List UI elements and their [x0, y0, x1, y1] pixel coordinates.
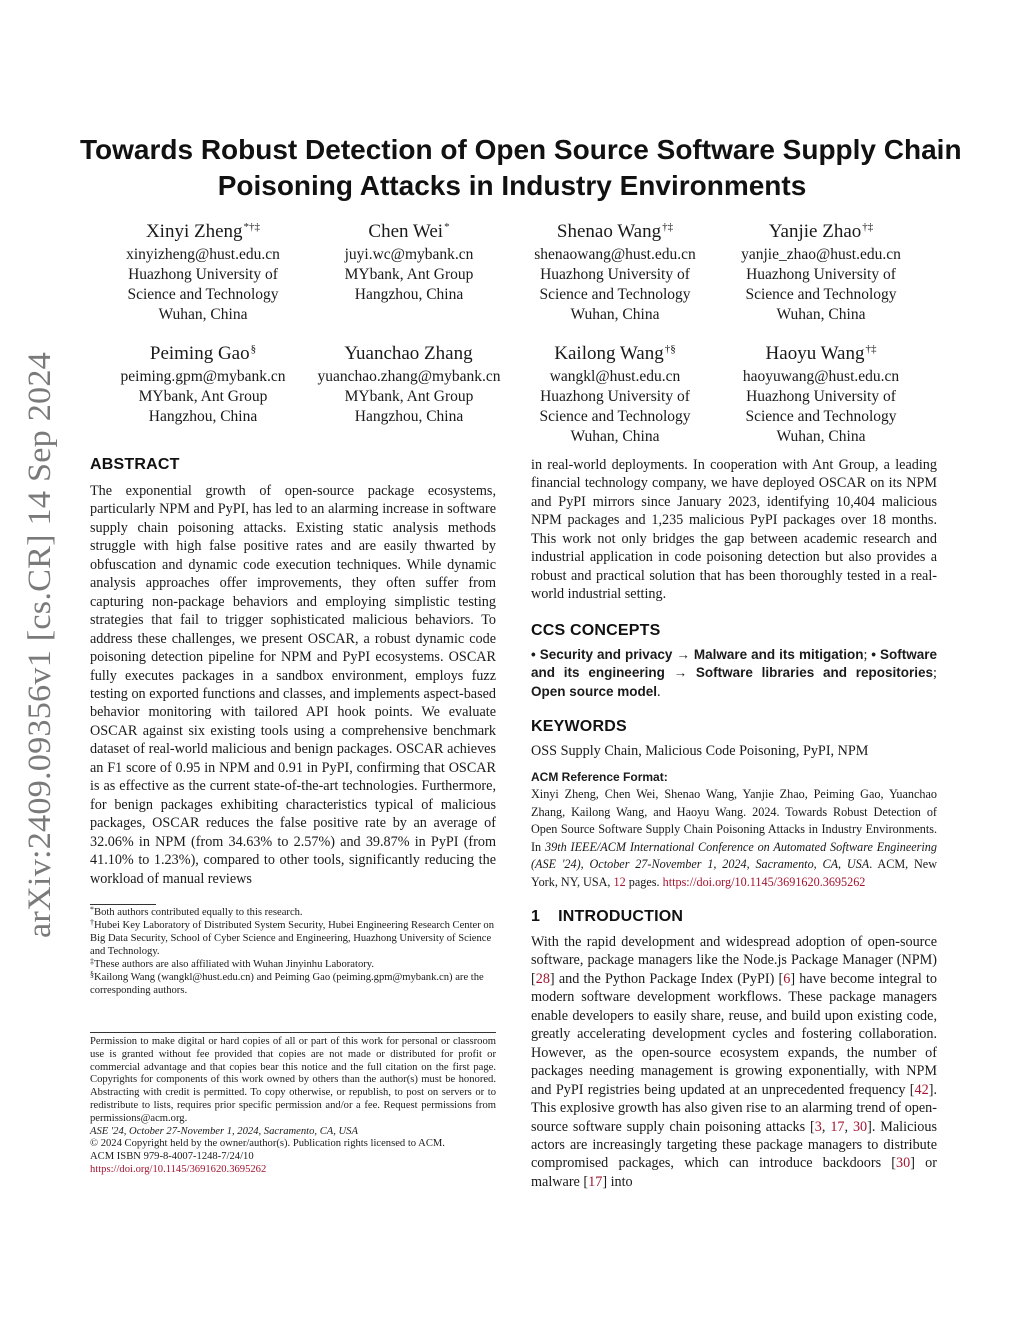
intro-heading — [531, 908, 683, 926]
permission-venue: ASE '24, October 27-November 1, 2024, Sacramento, CA, USA — [90, 1125, 358, 1137]
footnote-text: Kailong Wang (wangkl@hust.edu.cn) and Peiming Gao (peiming.gpm@mybank.cn) are the corresponding authors. — [90, 972, 484, 996]
paper-title — [80, 132, 962, 204]
citation-link[interactable]: 28 — [535, 970, 550, 987]
intro-text: ] and the Python Package Index (PyPI) [ — [549, 970, 784, 987]
footnote-text: These authors are also affiliated with Wuhan Jinyinhu Laboratory. — [94, 959, 375, 970]
author-affiliation: MYbank, Ant Group — [344, 266, 474, 283]
author-name: Yanjie Zhao — [768, 221, 862, 242]
author-marks: § — [250, 343, 257, 355]
author-block — [306, 220, 512, 305]
permission-block — [90, 1036, 496, 1177]
citation-link[interactable]: 3 — [814, 1118, 822, 1135]
intro-text: ]. Malicious actors are increasingly targeting these package managers to distribute compromised packages, which can introduce backdoors [ — [531, 1118, 938, 1172]
author-affiliation: Huazhong University of — [746, 266, 896, 283]
author-affiliation: Huazhong University of — [746, 388, 896, 405]
citation-link[interactable]: 30 — [896, 1155, 911, 1172]
title-line-2: Poisoning Attacks in Industry Environments — [217, 170, 807, 201]
author-marks: †‡ — [862, 221, 874, 233]
footnote — [90, 971, 496, 997]
author-name: Chen Wei — [368, 221, 444, 242]
footnote-mark: * — [90, 905, 94, 914]
author-marks: *†‡ — [243, 221, 261, 233]
author-email: yuanchao.zhang@mybank.cn — [317, 368, 501, 385]
citation-link[interactable]: 42 — [914, 1081, 929, 1098]
author-affiliation: Huazhong University of — [540, 266, 690, 283]
ref-text: pages. — [625, 874, 663, 889]
ccs-end: . — [657, 683, 661, 700]
citation-link[interactable]: 6 — [783, 970, 791, 987]
isbn-line: ACM ISBN 979-8-4007-1248-7/24/10 — [90, 1151, 254, 1163]
keywords-text: OSS Supply Chain, Malicious Code Poisoning, PyPI, NPM — [531, 743, 869, 759]
permission-rule — [90, 1032, 496, 1033]
author-email: shenaowang@hust.edu.cn — [534, 246, 696, 263]
permission-text: Permission to make digital or hard copies of all or part of this work for personal or classroom use is granted without fee provided that copies are not made or distributed for profit or commercial advantage and that copies bear this notice and the full citation on the first page. Copyrights for components of this work owned by others than the author(s) must be honored. Abstracting with credit is permitted. To copy otherwise, or republish, to post on servers or to redistribute to lists, requires prior specific permission and/or a fee. Request permissions from permissions@acm.org. — [90, 1036, 496, 1124]
intro-text: ]. This explosive growth has also given rise to an alarming trend of open-source software supply chain poisoning attacks [ — [531, 1081, 937, 1135]
author-email: haoyuwang@hust.edu.cn — [742, 368, 900, 385]
section-number: 1 — [531, 908, 541, 925]
intro-text: ] or malware [ — [531, 1155, 937, 1190]
footnotes — [90, 906, 496, 997]
keywords-heading: KEYWORDS — [531, 718, 627, 735]
ccs-heading: CCS CONCEPTS — [531, 622, 661, 639]
copyright-line: © 2024 Copyright held by the owner/author(s). Publication rights licensed to ACM. — [90, 1138, 445, 1150]
author-location: Wuhan, China — [776, 306, 866, 323]
ccs-concepts — [531, 646, 937, 701]
author-marks: †‡ — [662, 221, 674, 233]
footnote-text: Hubei Key Laboratory of Distributed System Security, Hubei Engineering Research Center on Big Data Security, School of Cyber Science and Engineering, Huazhong University of Science and Technology. — [90, 920, 495, 957]
ccs-separator: ; — [933, 665, 937, 682]
author-affiliation: Huazhong University of — [128, 266, 278, 283]
author-affiliation: Science and Technology — [127, 286, 279, 303]
author-name: Kailong Wang — [554, 343, 664, 364]
citation-link[interactable]: 17 — [588, 1173, 603, 1190]
ref-text: . ACM, New York, NY, USA, — [531, 857, 937, 889]
author-affiliation: Science and Technology — [745, 408, 897, 425]
intro-text: , — [821, 1118, 831, 1135]
author-email: yanjie_zhao@hust.edu.cn — [741, 246, 901, 263]
arxiv-stamp-text: arXiv:2409.09356v1 [cs.CR] 14 Sep 2024 — [22, 373, 58, 938]
author-email: wangkl@hust.edu.cn — [549, 368, 681, 385]
author-name: Haoyu Wang — [765, 343, 865, 364]
author-block — [718, 342, 924, 447]
footnote-text: Both authors contributed equally to this research. — [94, 907, 303, 918]
author-marks: * — [444, 221, 450, 233]
footnote — [90, 958, 496, 971]
author-block — [306, 342, 512, 427]
arxiv-side-stamp — [10, 350, 62, 940]
author-block — [718, 220, 924, 325]
ref-venue: 39th IEEE/ACM International Conference on Automated Software Engineering (ASE '24), October 27-November 1, 2024, Sacramento, CA, USA — [531, 839, 937, 871]
ccs-item: • Security and privacy → Malware and its mitigation — [531, 647, 864, 662]
acm-reference-heading: ACM Reference Format: — [531, 770, 668, 784]
footnote — [90, 906, 496, 919]
footnote-mark: † — [90, 918, 94, 927]
author-affiliation: MYbank, Ant Group — [138, 388, 268, 405]
intro-text: ] into — [602, 1173, 633, 1190]
author-block — [512, 342, 718, 447]
ccs-separator: ; — [863, 647, 872, 663]
footnote-rule — [90, 904, 156, 905]
author-location: Wuhan, China — [570, 428, 660, 445]
author-affiliation: Science and Technology — [745, 286, 897, 303]
ref-text: Xinyi Zheng, Chen Wei, Shenao Wang, Yanjie Zhao, Peiming Gao, Yuanchao Zhang, Kailong Wang, and Haoyu Wang. 2024. Towards Robust Detection of Open Source Software Supply Chain Poisoning Attacks in Industry Environments. In — [531, 787, 937, 854]
author-affiliation: Science and Technology — [539, 408, 691, 425]
section-title: INTRODUCTION — [558, 908, 684, 925]
author-block — [100, 220, 306, 325]
author-name: Xinyi Zheng — [145, 221, 243, 242]
intro-body — [531, 933, 937, 1191]
title-line-1: Towards Robust Detection of Open Source Software Supply Chain — [80, 134, 962, 165]
author-location: Hangzhou, China — [148, 408, 258, 425]
ref-doi-link[interactable]: https://doi.org/10.1145/3691620.3695262 — [662, 874, 866, 889]
author-block — [100, 342, 306, 427]
author-location: Wuhan, China — [158, 306, 248, 323]
author-affiliation: Huazhong University of — [540, 388, 690, 405]
abstract-continuation: in real-world deployments. In cooperation with Ant Group, a leading financial technology company, we have deployed OSCAR on its NPM and PyPI mirrors since January 2023, identifying 10,404 malicious NPM packages and 1,235 malicious PyPI packages over 18 months. This work not only bridges the gap between academic research and industrial application in code poisoning detection but also provides a robust and practical solution that has been thoroughly tested in a real-world industrial setting. — [531, 457, 937, 603]
ccs-item: Open source model — [531, 683, 658, 699]
intro-text: With the rapid development and widespread adoption of open-source software, package managers like the Node.js Package Manager (NPM) [ — [531, 934, 937, 987]
author-block — [512, 220, 718, 325]
intro-text: , — [844, 1118, 853, 1135]
author-email: xinyizheng@hust.edu.cn — [126, 246, 280, 263]
author-name: Yuanchao Zhang — [344, 343, 473, 364]
footnote-mark: ‡ — [90, 957, 94, 966]
author-marks: †§ — [664, 343, 676, 355]
author-location: Wuhan, China — [776, 428, 866, 445]
footnote-mark: § — [90, 970, 94, 979]
author-location: Hangzhou, China — [354, 408, 464, 425]
author-affiliation: Science and Technology — [539, 286, 691, 303]
abstract-body: The exponential growth of open-source package ecosystems, particularly NPM and PyPI, has led to an alarming increase in software supply chain poisoning attacks. Existing static analysis methods struggle with high false positive rates and are easily thwarted by obfuscation and dynamic code execution techniques. While dynamic analysis approaches offer improvements, they often suffer from capturing non-package behaviors and employing simplistic testing strategies that fail to trigger sophisticated malicious behaviors. To address these challenges, we present OSCAR, a robust dynamic code poisoning detection pipeline for NPM and PyPI ecosystems. OSCAR fully executes packages in a sandbox environment, employs fuzz testing on exported functions and classes, and implements aspect-based behavior monitoring with tailored API hook points. We evaluate OSCAR against six existing tools using a comprehensive benchmark dataset of real-world malicious and benign packages. OSCAR achieves an F1 score of 0.95 in NPM and 0.91 in PyPI, confirming that OSCAR is as effective as the current state-of-the-art technologies. Furthermore, for benign packages exhibiting characteristics typical of malicious packages, OSCAR reduces the false positive rate by an average of 32.06% in NPM (from 34.63% to 2.57%) and 39.87% in PyPI (from 41.10% to 1.23%), compared to other tools, significantly reducing the workload of manual reviews — [90, 483, 496, 887]
citation-link[interactable]: 30 — [852, 1118, 868, 1135]
citation-link[interactable]: 17 — [830, 1118, 845, 1135]
author-marks: †‡ — [865, 343, 877, 355]
abstract-heading: ABSTRACT — [90, 456, 180, 473]
acm-reference-body — [531, 786, 937, 891]
ref-pages-link[interactable]: 12 — [613, 874, 626, 889]
author-email: juyi.wc@mybank.cn — [344, 246, 474, 263]
author-name: Peiming Gao — [149, 343, 250, 364]
author-affiliation: MYbank, Ant Group — [344, 388, 474, 405]
intro-text: ] have become integral to modern software development workflows. These package managers enable developers to easily share, reuse, and build upon existing code, greatly accelerating development cycles and fostering collaboration. However, as the open-source ecosystem expands, the number of packages needing management is growing exponentially, with NPM and PyPI registries being updated at an unprecedented frequency [ — [531, 970, 937, 1098]
permission-doi-link[interactable]: https://doi.org/10.1145/3691620.3695262 — [90, 1163, 267, 1175]
footnote — [90, 919, 496, 958]
ccs-item: • Software and its engineering → Software libraries and repositories — [531, 647, 937, 681]
author-location: Hangzhou, China — [354, 286, 464, 303]
author-location: Wuhan, China — [570, 306, 660, 323]
author-email: peiming.gpm@mybank.cn — [120, 368, 286, 385]
author-name: Shenao Wang — [556, 221, 662, 242]
